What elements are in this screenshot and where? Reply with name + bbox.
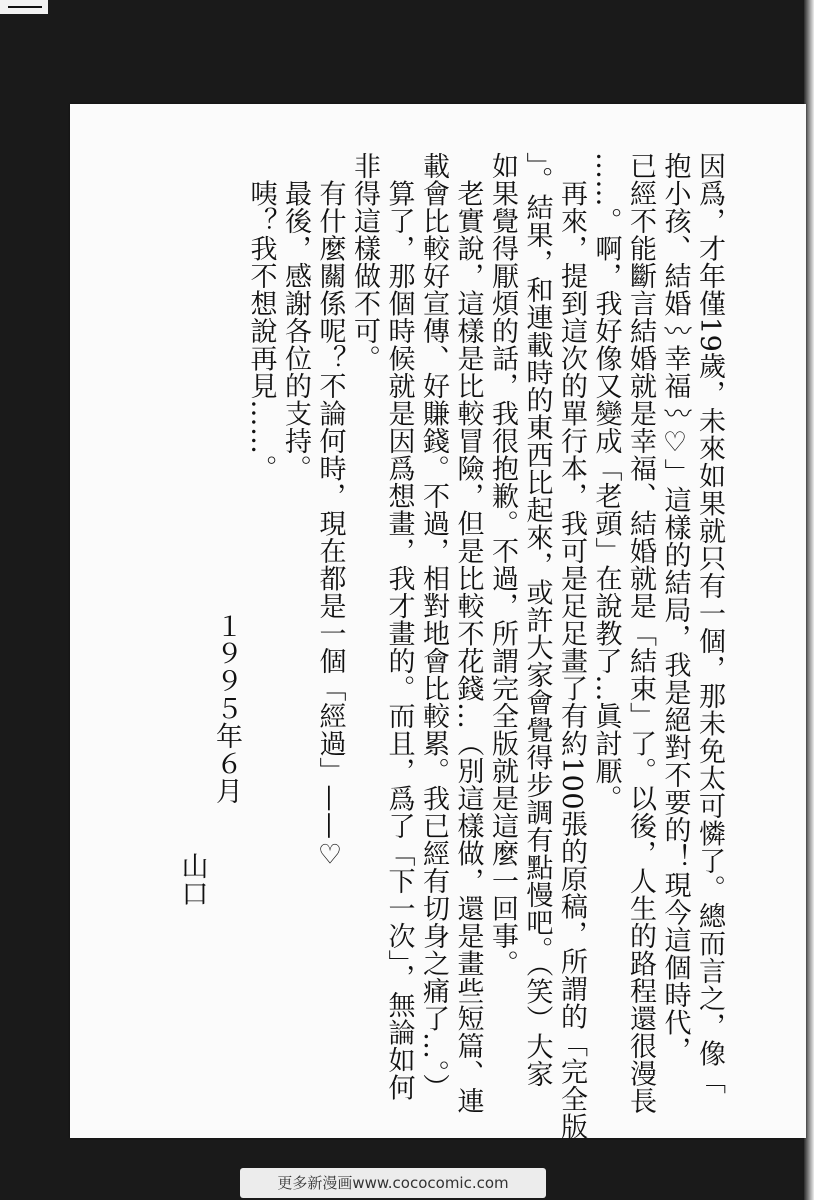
afterword-line-4: ……。啊，我好像又變成「老頭」在說教了…眞討厭。 <box>590 152 622 812</box>
afterword-line-3: 已經不能斷言結婚就是幸福、結婚就是「結束」了。以後，人生的路程還很漫長 <box>625 152 656 1115</box>
signature-date: １９９５年６月 <box>211 612 242 805</box>
afterword-line-8: 老實說，這樣是比較冒險，但是比較不花錢…（別這樣做，還是畫些短篇、連 <box>452 152 484 1115</box>
afterword-line-2: 抱小孩、結婚〰幸福〰♡」這樣的結局，我是絕對不要的！現今這個時代， <box>659 152 691 1064</box>
afterword-line-5: 再來，提到這次的單行本，我可是足足畫了有約100張的原稿，所謂的「完全版 <box>556 152 587 1141</box>
afterword-line-10: 算了，那個時候就是因爲想畫，我才畫的。而且，爲了「下一次」，無論如何 <box>383 152 415 1101</box>
signature-author: 山口 <box>176 852 208 907</box>
afterword-text <box>174 152 726 1141</box>
afterword-line-14: 咦？我不想說再見……。 <box>245 152 277 482</box>
site-watermark: 更多新漫画www.cococomic.com <box>240 1168 546 1198</box>
afterword-line-7: 如果覺得厭煩的話，我很抱歉。不過，所謂完全版就是這麼一回事。 <box>487 152 518 977</box>
manga-page <box>70 104 806 1141</box>
afterword-line-6: 」。結果，和連載時的東西比起來，或許大家會覺得步調有點慢吧。（笑）大家 <box>521 152 553 1088</box>
afterword-line-13: 最後，感謝各位的支持。 <box>280 152 311 482</box>
scan-corner-mark <box>0 0 48 14</box>
afterword-line-11: 非得這樣做不可。 <box>349 152 380 372</box>
afterword-line-1: 因爲，才年僅19歲，未來如果就只有一個，那未免太可憐了。總而言之，像「 <box>694 152 725 1095</box>
afterword-line-12: 有什麼關係呢？不論何時，現在都是一個「經過」——♡ <box>314 152 346 871</box>
afterword-line-9: 載會比較好宣傳、好賺錢。不過，相對地會比較累。我已經有切身之痛了…。） <box>418 152 449 1101</box>
